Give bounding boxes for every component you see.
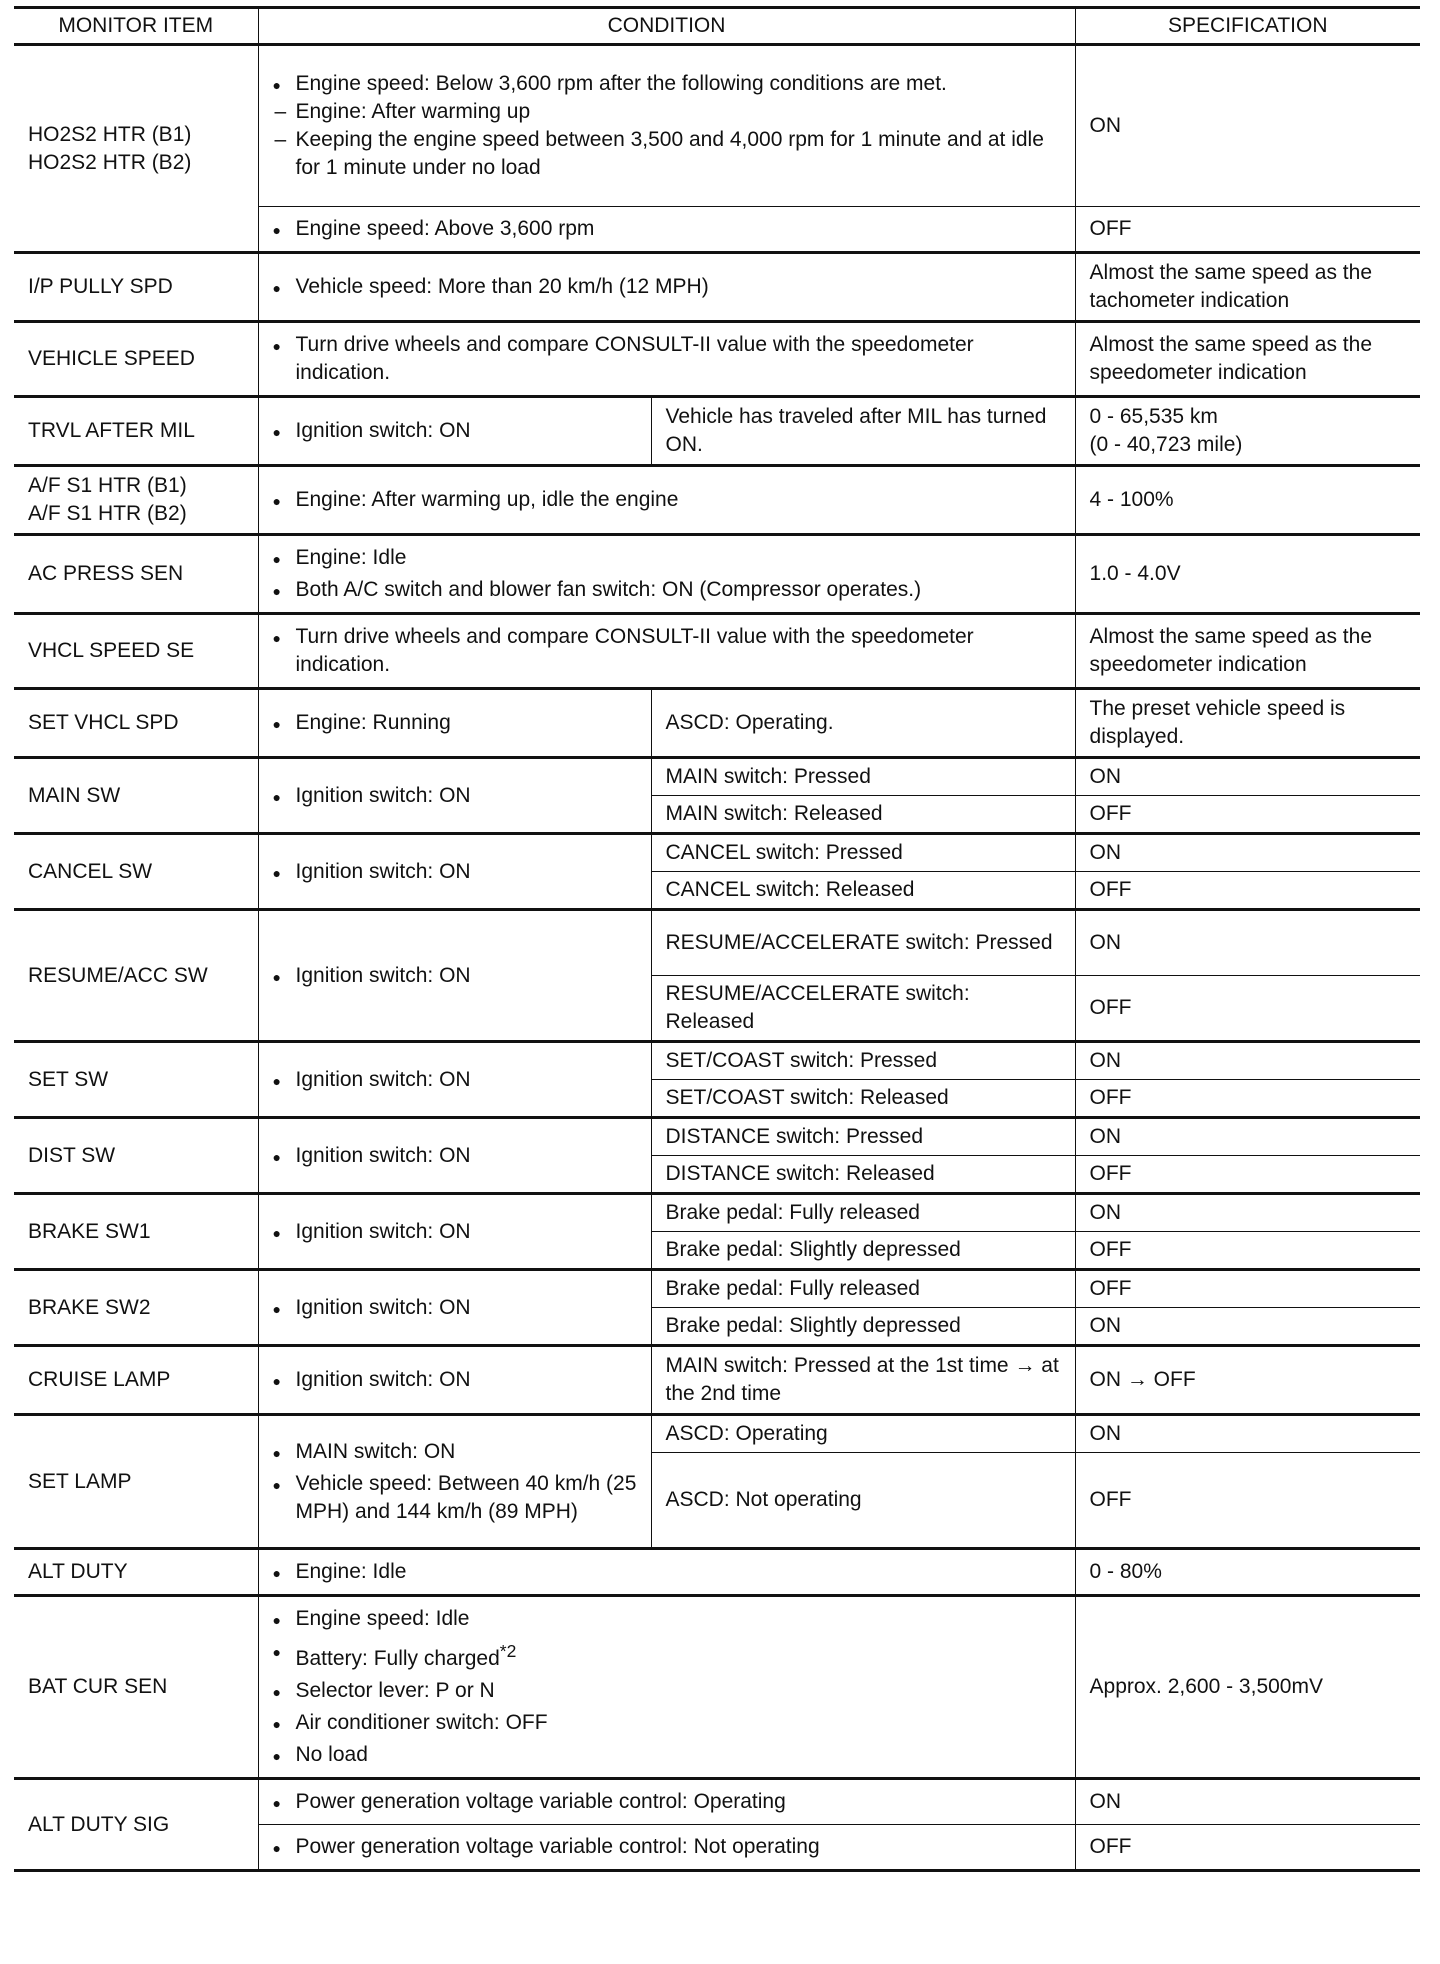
monitor-item-cell: DIST SW <box>14 1118 258 1194</box>
spec-cell: 4 - 100% <box>1075 466 1420 535</box>
table-row <box>14 910 1420 976</box>
spec-cell: Almost the same speed as the speedometer indication <box>1075 614 1420 689</box>
condition-bullet: ● Power generation voltage variable control: Not operating <box>273 1833 1061 1861</box>
monitor-item-cell: SET VHCL SPD <box>14 689 258 758</box>
spec-cell: ON <box>1075 1779 1420 1825</box>
condition-cell <box>258 1042 651 1118</box>
sub-condition-cell: MAIN switch: Released <box>651 796 1075 834</box>
condition-text: Battery: Fully charged <box>295 1647 500 1670</box>
spec-cell: ON <box>1075 1415 1420 1453</box>
table-row <box>14 1042 1420 1080</box>
monitor-item-cell: CANCEL SW <box>14 834 258 910</box>
table-row <box>14 834 1420 872</box>
monitor-item-table <box>14 6 1420 1872</box>
spec-cell: ON <box>1075 910 1420 976</box>
spec-cell: ON <box>1075 1042 1420 1080</box>
sub-condition-cell: Brake pedal: Fully released <box>651 1194 1075 1232</box>
monitor-item-cell: ALT DUTY <box>14 1549 258 1596</box>
sub-condition-cell: RESUME/ACCELERATE switch: Pressed <box>651 910 1075 976</box>
condition-cell <box>258 45 1075 207</box>
monitor-item-label: A/F S1 HTR (B1) <box>28 474 187 497</box>
spec-cell: Approx. 2,600 - 3,500mV <box>1075 1596 1420 1779</box>
table-row <box>14 466 1420 535</box>
condition-cell <box>258 1270 651 1346</box>
condition-cell <box>258 1779 1075 1825</box>
monitor-item-cell: ALT DUTY SIG <box>14 1779 258 1871</box>
spec-cell: ON → OFF <box>1075 1346 1420 1415</box>
condition-bullet: ● Engine: Idle <box>273 1558 1061 1586</box>
condition-bullet: ● Power generation voltage variable control: Operating <box>273 1788 1061 1816</box>
condition-bullet: ● Vehicle speed: More than 20 km/h (12 MPH) <box>273 273 1061 301</box>
condition-bullet: ● Ignition switch: ON <box>273 1366 637 1394</box>
spec-cell: 0 - 80% <box>1075 1549 1420 1596</box>
condition-bullet: ● Selector lever: P or N <box>273 1677 1061 1705</box>
condition-dash-item: – Keeping the engine speed between 3,500 and 4,000 rpm for 1 minute and at idle for 1 minute under no load <box>273 126 1061 182</box>
monitor-item-cell: AC PRESS SEN <box>14 535 258 614</box>
header-specification: SPECIFICATION <box>1075 8 1420 45</box>
spec-line: (0 - 40,723 mile) <box>1089 433 1243 456</box>
spec-cell: ON <box>1075 758 1420 796</box>
condition-bullet: ● Ignition switch: ON <box>273 858 637 886</box>
footnote-marker: *2 <box>499 1641 517 1661</box>
sub-condition-cell: Brake pedal: Slightly depressed <box>651 1232 1075 1270</box>
condition-bullet: ● Ignition switch: ON <box>273 1066 637 1094</box>
sub-condition-cell: RESUME/ACCELERATE switch: Released <box>651 976 1075 1042</box>
table-row <box>14 1118 1420 1156</box>
table-row <box>14 1194 1420 1232</box>
monitor-item-cell: BAT CUR SEN <box>14 1596 258 1779</box>
condition-bullet: ● Vehicle speed: Between 40 km/h (25 MPH) and 144 km/h (89 MPH) <box>273 1470 637 1526</box>
condition-bullet: ● Ignition switch: ON <box>273 417 637 445</box>
spec-cell: OFF <box>1075 1825 1420 1871</box>
monitor-item-cell: VEHICLE SPEED <box>14 322 258 397</box>
condition-bullet: ● Engine speed: Above 3,600 rpm <box>273 215 1061 243</box>
sub-condition-cell: SET/COAST switch: Released <box>651 1080 1075 1118</box>
monitor-item-label: A/F S1 HTR (B2) <box>28 502 187 525</box>
condition-cell <box>258 910 651 1042</box>
condition-bullet: ● MAIN switch: ON <box>273 1438 637 1466</box>
spec-cell: OFF <box>1075 1453 1420 1549</box>
condition-cell <box>258 466 1075 535</box>
spec-cell: Almost the same speed as the speedometer indication <box>1075 322 1420 397</box>
condition-cell <box>258 689 651 758</box>
condition-cell <box>258 535 1075 614</box>
condition-bullet: ● Both A/C switch and blower fan switch: ON (Compressor operates.) <box>273 576 1061 604</box>
monitor-item-label: HO2S2 HTR (B2) <box>28 150 192 174</box>
spec-cell: OFF <box>1075 796 1420 834</box>
condition-cell <box>258 1825 1075 1871</box>
condition-cell <box>258 1549 1075 1596</box>
condition-dash-item: – Engine: After warming up <box>273 98 1061 126</box>
table-row <box>14 1549 1420 1596</box>
spec-cell <box>1075 397 1420 466</box>
condition-cell <box>258 614 1075 689</box>
condition-bullet: ● Engine speed: Idle <box>273 1605 1061 1633</box>
spec-cell: OFF <box>1075 1080 1420 1118</box>
condition-cell <box>258 397 651 466</box>
monitor-item-cell <box>14 45 258 253</box>
condition-bullet: ● No load <box>273 1741 1061 1769</box>
table-row <box>14 1415 1420 1453</box>
monitor-item-cell: VHCL SPEED SE <box>14 614 258 689</box>
table-row <box>14 45 1420 207</box>
monitor-item-cell: SET LAMP <box>14 1415 258 1549</box>
condition-cell <box>258 1118 651 1194</box>
sub-condition-cell: DISTANCE switch: Released <box>651 1156 1075 1194</box>
spec-cell: OFF <box>1075 1232 1420 1270</box>
condition-cell <box>258 1194 651 1270</box>
sub-condition-cell: DISTANCE switch: Pressed <box>651 1118 1075 1156</box>
spec-cell: ON <box>1075 1194 1420 1232</box>
table-row <box>14 397 1420 466</box>
table-row <box>14 614 1420 689</box>
monitor-item-cell: BRAKE SW1 <box>14 1194 258 1270</box>
condition-cell <box>258 253 1075 322</box>
table-row <box>14 1270 1420 1308</box>
monitor-item-label: HO2S2 HTR (B1) <box>28 122 192 146</box>
condition-bullet: ● Air conditioner switch: OFF <box>273 1709 1061 1737</box>
spec-cell: ON <box>1075 1118 1420 1156</box>
condition-bullet: ● Engine speed: Below 3,600 rpm after the following conditions are met. <box>273 70 1061 98</box>
monitor-item-cell: CRUISE LAMP <box>14 1346 258 1415</box>
monitor-item-cell: I/P PULLY SPD <box>14 253 258 322</box>
monitor-item-cell <box>14 466 258 535</box>
table-row <box>14 758 1420 796</box>
condition-bullet: ● Engine: Idle <box>273 544 1061 572</box>
monitor-item-cell: SET SW <box>14 1042 258 1118</box>
condition-cell <box>258 758 651 834</box>
spec-cell: The preset vehicle speed is displayed. <box>1075 689 1420 758</box>
sub-condition-cell: Brake pedal: Slightly depressed <box>651 1308 1075 1346</box>
header-condition: CONDITION <box>258 8 1075 45</box>
condition-bullet: ● Ignition switch: ON <box>273 1218 637 1246</box>
header-row <box>14 8 1420 45</box>
table-row <box>14 322 1420 397</box>
sub-condition-cell: CANCEL switch: Pressed <box>651 834 1075 872</box>
condition-cell <box>258 1415 651 1549</box>
condition-cell <box>258 1596 1075 1779</box>
condition-bullet: ● Ignition switch: ON <box>273 782 637 810</box>
condition-cell <box>258 834 651 910</box>
spec-cell: ON <box>1075 1308 1420 1346</box>
spec-cell: OFF <box>1075 976 1420 1042</box>
spec-cell: OFF <box>1075 1156 1420 1194</box>
monitor-item-cell: TRVL AFTER MIL <box>14 397 258 466</box>
sub-condition-cell: SET/COAST switch: Pressed <box>651 1042 1075 1080</box>
condition-cell <box>258 207 1075 253</box>
header-monitor-item: MONITOR ITEM <box>14 8 258 45</box>
table-row <box>14 253 1420 322</box>
spec-cell: OFF <box>1075 207 1420 253</box>
spec-cell: OFF <box>1075 1270 1420 1308</box>
condition-bullet: ● Ignition switch: ON <box>273 962 637 990</box>
monitor-item-cell: MAIN SW <box>14 758 258 834</box>
condition-bullet: ● Ignition switch: ON <box>273 1294 637 1322</box>
condition-bullet: ● Engine: After warming up, idle the engine <box>273 486 1061 514</box>
spec-cell: ON <box>1075 45 1420 207</box>
monitor-item-cell: RESUME/ACC SW <box>14 910 258 1042</box>
table-row <box>14 1346 1420 1415</box>
spec-cell: OFF <box>1075 872 1420 910</box>
monitor-item-cell: BRAKE SW2 <box>14 1270 258 1346</box>
sub-condition-cell: CANCEL switch: Released <box>651 872 1075 910</box>
condition-bullet: ● Engine: Running <box>273 709 637 737</box>
sub-condition-cell: MAIN switch: Pressed <box>651 758 1075 796</box>
spec-line: 0 - 65,535 km <box>1089 405 1218 428</box>
sub-condition-cell: ASCD: Operating <box>651 1415 1075 1453</box>
table-row <box>14 1779 1420 1825</box>
sub-condition-cell: ASCD: Not operating <box>651 1453 1075 1549</box>
condition-bullet: ● Turn drive wheels and compare CONSULT-II value with the speedometer indication. <box>273 623 1061 679</box>
table-row <box>14 1596 1420 1779</box>
condition-bullet <box>273 1637 1061 1673</box>
spec-cell: ON <box>1075 834 1420 872</box>
condition-cell <box>258 322 1075 397</box>
table-row <box>14 535 1420 614</box>
sub-condition-cell: MAIN switch: Pressed at the 1st time → at the 2nd time <box>651 1346 1075 1415</box>
condition-bullet: ● Turn drive wheels and compare CONSULT-II value with the speedometer indication. <box>273 331 1061 387</box>
sub-condition-cell: ASCD: Operating. <box>651 689 1075 758</box>
sub-condition-cell: Brake pedal: Fully released <box>651 1270 1075 1308</box>
condition-bullet: ● Ignition switch: ON <box>273 1142 637 1170</box>
sub-condition-cell: Vehicle has traveled after MIL has turned ON. <box>651 397 1075 466</box>
table-row <box>14 689 1420 758</box>
spec-cell: Almost the same speed as the tachometer indication <box>1075 253 1420 322</box>
condition-cell <box>258 1346 651 1415</box>
spec-cell: 1.0 - 4.0V <box>1075 535 1420 614</box>
